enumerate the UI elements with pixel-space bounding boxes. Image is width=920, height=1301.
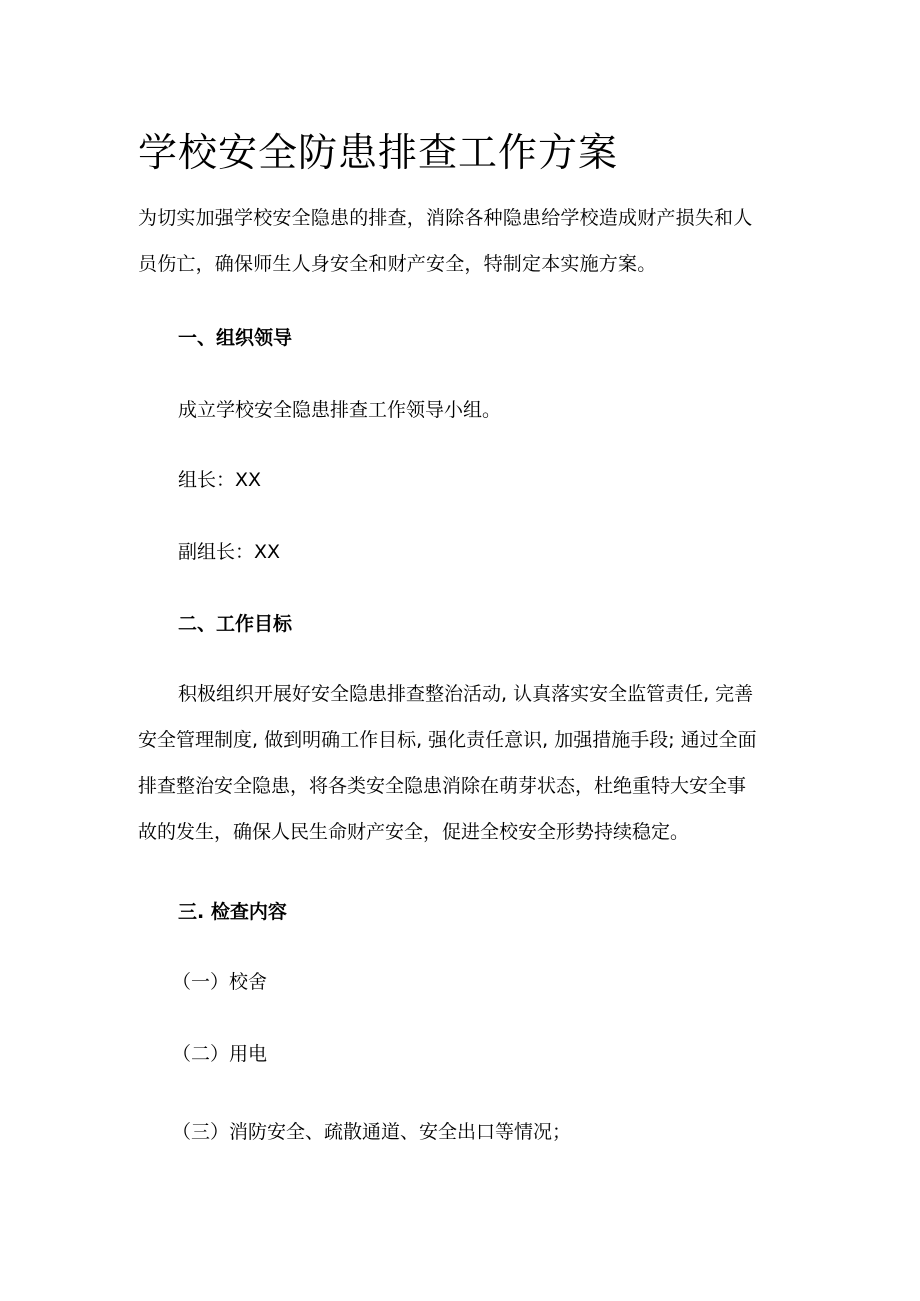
document-title: 学校安全防患排查工作方案 xyxy=(138,131,619,176)
inspection-item-2: （二）用电 xyxy=(172,1043,268,1065)
intro-line-2: 员伤亡，确保师生人身安全和财产安全，特制定本实施方案。 xyxy=(138,253,657,275)
goals-line-4: 故的发生，确保人民生命财产安全，促进全校安全形势持续稳定。 xyxy=(138,821,690,843)
inspection-item-1: （一）校舍 xyxy=(172,971,268,993)
goals-paragraph xyxy=(138,671,788,855)
section-heading-inspection: 三. 检查内容 xyxy=(178,901,287,923)
section-heading-goals: 二、工作目标 xyxy=(178,613,293,635)
inspection-item-3: （三）消防安全、疏散通道、安全出口等情况； xyxy=(172,1121,572,1143)
intro-paragraph xyxy=(138,195,788,287)
goals-line-3: 排查整治安全隐患，将各类安全隐患消除在萌芽状态，杜绝重特大安全事 xyxy=(138,775,747,797)
group-leader: 组长：XX xyxy=(178,469,262,491)
intro-line-1: 为切实加强学校安全隐患的排查，消除各种隐患给学校造成财产损失和人 xyxy=(138,207,753,229)
deputy-group-leader: 副组长：XX xyxy=(178,541,281,563)
goals-line-2: 安全管理制度, 做到明确工作目标, 强化责任意识, 加强措施手段; 通过全面 xyxy=(138,729,757,751)
organization-text: 成立学校安全隐患排查工作领导小组。 xyxy=(178,399,502,421)
goals-line-1: 积极组织开展好安全隐患排查整治活动, 认真落实安全监管责任, 完善 xyxy=(178,683,754,705)
section-heading-organization: 一、组织领导 xyxy=(178,327,293,349)
